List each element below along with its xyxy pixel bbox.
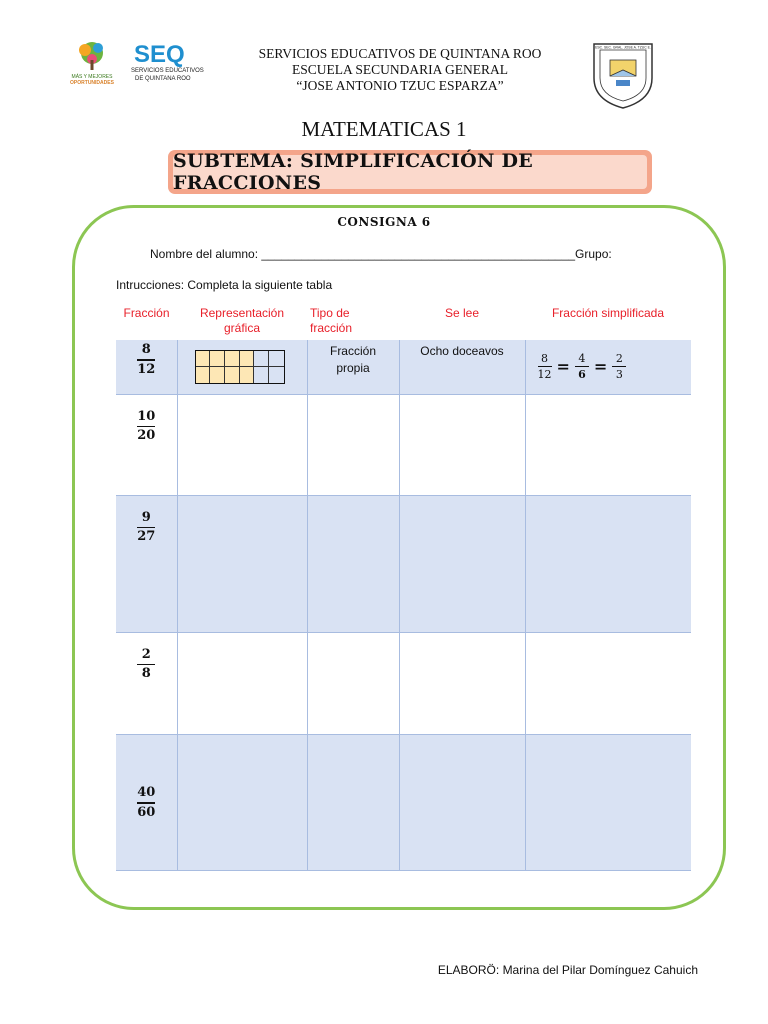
tipo-cell[interactable]	[307, 495, 399, 632]
student-name-line: Nombre del alumno: _______________________________________________Grupo:	[150, 247, 612, 261]
col-tipo-line2: fracción	[310, 321, 353, 335]
header-line-3: “JOSE ANTONIO TZUC ESPARZA”	[296, 78, 504, 93]
table-header	[116, 306, 691, 340]
col-representacion	[177, 306, 307, 336]
se-lee-cell[interactable]	[399, 734, 525, 870]
school-seal-icon	[588, 38, 658, 110]
fraction-cell	[116, 734, 177, 870]
fraction	[137, 785, 155, 821]
table-row	[116, 632, 691, 734]
tipo-line1: Fracción	[329, 344, 376, 358]
table-row	[116, 734, 691, 870]
fraction-cell	[116, 495, 177, 632]
grid-cell	[240, 367, 255, 383]
representation-cell[interactable]	[177, 340, 307, 394]
simp-fraction-2: 4 6	[575, 352, 589, 381]
grid-cell	[210, 351, 225, 367]
school-header	[230, 46, 570, 94]
denominator: 8	[141, 666, 151, 681]
col-representacion-line2: gráfica	[223, 321, 261, 335]
se-lee-cell[interactable]	[399, 495, 525, 632]
subtema-title: SUBTEMA: SIMPLIFICACIÓN DE FRACCIONES	[173, 155, 647, 189]
numerator: 40	[137, 785, 156, 801]
se-lee-cell[interactable]	[399, 632, 525, 734]
col-fraccion: Fracción	[123, 306, 170, 320]
simplificada-cell[interactable]	[525, 632, 691, 734]
representation-cell[interactable]	[177, 734, 307, 870]
grid-cell	[196, 367, 211, 383]
simplificada-cell[interactable]	[525, 734, 691, 870]
fraction	[137, 510, 155, 546]
numerator: 10	[137, 408, 156, 424]
col-tipo	[310, 306, 360, 336]
simp-fraction-1: 8 12	[537, 352, 552, 381]
grid-cell	[225, 367, 240, 383]
seq-logo	[68, 38, 218, 90]
fraction-cell	[116, 632, 177, 734]
table-row	[116, 495, 691, 632]
fraction-cell	[116, 340, 177, 394]
fraction	[137, 647, 155, 683]
grid-cell	[225, 351, 240, 367]
denominator: 12	[137, 361, 156, 377]
grid-cell	[254, 367, 269, 383]
denominator: 20	[137, 428, 156, 443]
svg-text:SEQ: SEQ	[134, 41, 185, 68]
tipo-cell[interactable]	[307, 632, 399, 734]
fractions-table	[116, 340, 691, 871]
equals-sign: =	[556, 357, 570, 376]
col-representacion-line1: Representación	[199, 306, 285, 320]
grid-cell	[240, 351, 255, 367]
denominator: 60	[137, 804, 156, 820]
denominator: 27	[137, 529, 156, 544]
header-line-1: SERVICIOS EDUCATIVOS DE QUINTANA ROO	[258, 46, 542, 61]
tipo-cell[interactable]	[307, 340, 399, 394]
col-simplificada: Fracción simplificada	[551, 306, 665, 320]
fraction-grid	[195, 350, 285, 384]
simplification-equation	[538, 352, 692, 381]
svg-text:MÁS Y MEJORES: MÁS Y MEJORES	[71, 74, 113, 80]
simplificada-cell[interactable]	[525, 340, 691, 394]
equals-sign: =	[593, 357, 608, 376]
grid-cell	[210, 367, 225, 383]
simp-fraction-3: 2 3	[612, 352, 626, 381]
fraction	[137, 409, 155, 445]
subtema-banner	[168, 150, 652, 194]
numerator: 8	[141, 342, 151, 357]
se-lee-cell[interactable]	[399, 394, 525, 495]
col-se-lee: Se lee	[444, 306, 480, 320]
tipo-cell[interactable]	[307, 734, 399, 870]
representation-cell[interactable]	[177, 394, 307, 495]
svg-text:DE QUINTANA ROO: DE QUINTANA ROO	[135, 76, 191, 82]
page-title: MATEMATICAS 1	[301, 117, 467, 141]
grid-cell	[269, 351, 284, 367]
se-lee-cell[interactable]: Ocho doceavos	[399, 340, 525, 394]
fraction-cell	[116, 394, 177, 495]
grid-cell	[196, 351, 211, 367]
tipo-cell[interactable]	[307, 394, 399, 495]
numerator: 9	[141, 509, 151, 525]
author-footer: ELABORÖ: Marina del Pilar Domínguez Cahuich	[437, 963, 698, 977]
representation-cell[interactable]	[177, 495, 307, 632]
table-row	[116, 340, 691, 394]
svg-text:OPORTUNIDADES: OPORTUNIDADES	[70, 80, 114, 86]
header-line-2: ESCUELA SECUNDARIA GENERAL	[291, 62, 508, 77]
tree-icon	[79, 42, 103, 70]
representation-cell[interactable]	[177, 632, 307, 734]
tipo-line2: propia	[336, 361, 370, 375]
col-tipo-line1: Tipo de	[310, 306, 350, 320]
instructions: Intrucciones: Completa la siguiente tabla	[116, 278, 333, 292]
fraction	[137, 342, 155, 378]
svg-text:SERVICIOS EDUCATIVOS: SERVICIOS EDUCATIVOS	[131, 68, 204, 74]
consigna-label: CONSIGNA 6	[337, 215, 431, 229]
grid-cell	[254, 351, 269, 367]
simplificada-cell[interactable]	[525, 495, 691, 632]
numerator: 2	[141, 646, 151, 662]
svg-text:ESC. SEC. GRAL. JOSE A. TZUC E: ESC. SEC. GRAL. JOSE A. TZUC E.	[595, 45, 651, 50]
grid-cell	[269, 367, 284, 383]
simplificada-cell[interactable]	[525, 394, 691, 495]
table-row	[116, 394, 691, 495]
